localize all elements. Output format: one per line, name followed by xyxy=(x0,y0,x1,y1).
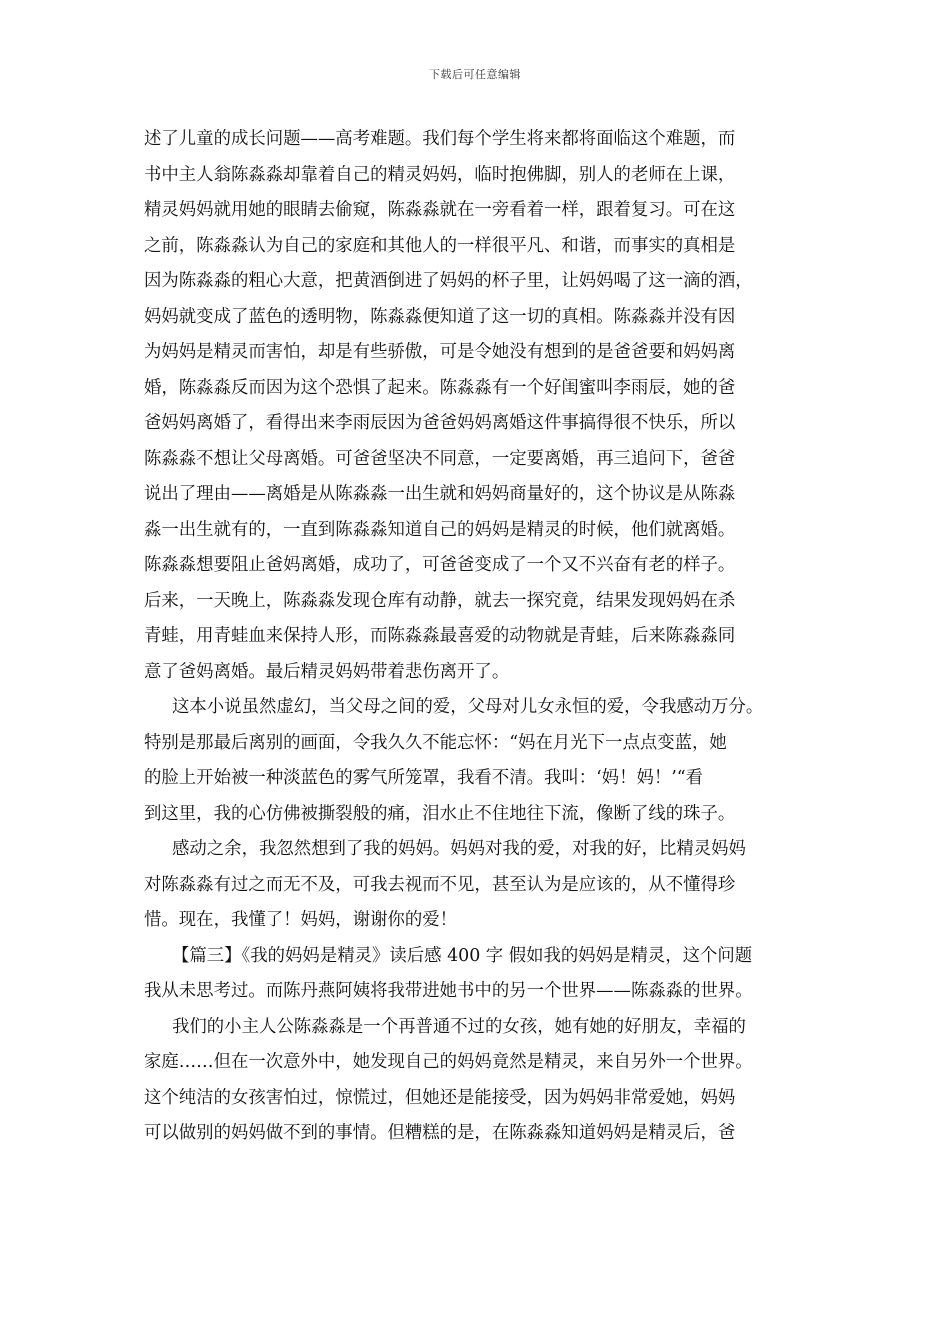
text-line: 精灵妈妈就用她的眼睛去偷窥，陈淼淼就在一旁看着一样，跟着复习。可在这 xyxy=(144,200,736,220)
document-body xyxy=(144,122,822,1152)
text-line: 陈淼淼想要阻止爸妈离婚，成功了，可爸爸变成了一个又不兴奋有老的样子。 xyxy=(144,555,736,575)
text-line: 特别是那最后离别的画面，令我久久不能忘怀：“妈在月光下一点点变蓝，她 xyxy=(144,732,727,753)
text-line: 惜。现在，我懂了！妈妈，谢谢你的爱！ xyxy=(144,910,458,930)
text-line: 青蛙，用青蛙血来保持人形，而陈淼淼最喜爱的动物就是青蛙，后来陈淼淼同 xyxy=(144,626,736,646)
text-line: 后来，一天晚上，陈淼淼发现仓库有动静，就去一探究竟，结果发现妈妈在杀 xyxy=(144,590,736,611)
text-line: 可以做别的妈妈做不到的事情。但糟糕的是，在陈淼淼知道妈妈是精灵后，爸 xyxy=(144,1123,736,1143)
text-line: 陈淼淼不想让父母离婚。可爸爸坚决不同意，一定要离婚，再三追问下，爸爸 xyxy=(144,448,736,469)
text-line: 淼一出生就有的，一直到陈淼淼知道自己的妈妈是精灵的时候，他们就离婚。 xyxy=(144,519,736,540)
text-line: 书中主人翁陈淼淼却靠着自己的精灵妈妈，临时抱佛脚，别人的老师在上课， xyxy=(144,164,736,185)
text-line: 我们的小主人公陈淼淼是一个再普通不过的女孩，她有她的好朋友，幸福的 xyxy=(172,1016,746,1037)
text-line: 家庭……但在一次意外中，她发现自己的妈妈竟然是精灵，来自另外一个世界。 xyxy=(144,1052,753,1072)
text-line: 这本小说虽然虚幻，当父母之间的爱，父母对儿女永恒的爱，令我感动万分。 xyxy=(172,697,764,717)
text-line: 这个纯洁的女孩害怕过，惊慌过，但她还是能接受，因为妈妈非常爱她，妈妈 xyxy=(144,1087,736,1108)
text-line: 爸妈妈离婚了，看得出来李雨辰因为爸爸妈妈离婚这件事搞得很不快乐，所以 xyxy=(144,413,736,433)
text-line: 述了儿童的成长问题——高考难题。我们每个学生将来都将面临这个难题，而 xyxy=(144,129,736,149)
text-line: 到这里，我的心仿佛被撕裂般的痛，泪水止不住地往下流，像断了线的珠子。 xyxy=(144,803,736,824)
text-line: 婚，陈淼淼反而因为这个恐惧了起来。陈淼淼有一个好闺蜜叫李雨辰，她的爸 xyxy=(144,377,736,398)
text-line: 之前，陈淼淼认为自己的家庭和其他人的一样很平凡、和谐，而事实的真相是 xyxy=(144,235,736,256)
text-line: 因为陈淼淼的粗心大意，把黄酒倒进了妈妈的杯子里，让妈妈喝了这一滴的酒， xyxy=(144,271,753,291)
text-line: 的脸上开始被一种淡蓝色的雾气所笼罩，我看不清。我叫：‘妈！妈！’“看 xyxy=(144,768,704,788)
text-line: 意了爸妈离婚。最后精灵妈妈带着悲伤离开了。 xyxy=(144,661,510,682)
page-header-note: 下载后可任意编辑 xyxy=(429,68,521,81)
text-line: 感动之余，我忽然想到了我的妈妈。妈妈对我的爱，对我的好，比精灵妈妈 xyxy=(172,839,746,859)
text-line: 我从未思考过。而陈丹燕阿姨将我带进她书中的另一个世界——陈淼淼的世界。 xyxy=(144,981,753,1001)
text-line: 说出了理由——离婚是从陈淼淼一出生就和妈妈商量好的，这个协议是从陈淼 xyxy=(144,484,736,504)
text-line: 【篇三】《我的妈妈是精灵》读后感 400 字 假如我的妈妈是精灵，这个问题 xyxy=(172,945,753,966)
text-line: 对陈淼淼有过之而无不及，可我去视而不见，甚至认为是应该的，从不懂得珍 xyxy=(144,874,736,895)
text-line: 妈妈就变成了蓝色的透明物，陈淼淼便知道了这一切的真相。陈淼淼并没有因 xyxy=(144,306,736,327)
text-line: 为妈妈是精灵而害怕，却是有些骄傲，可是令她没有想到的是爸爸要和妈妈离 xyxy=(144,342,736,362)
